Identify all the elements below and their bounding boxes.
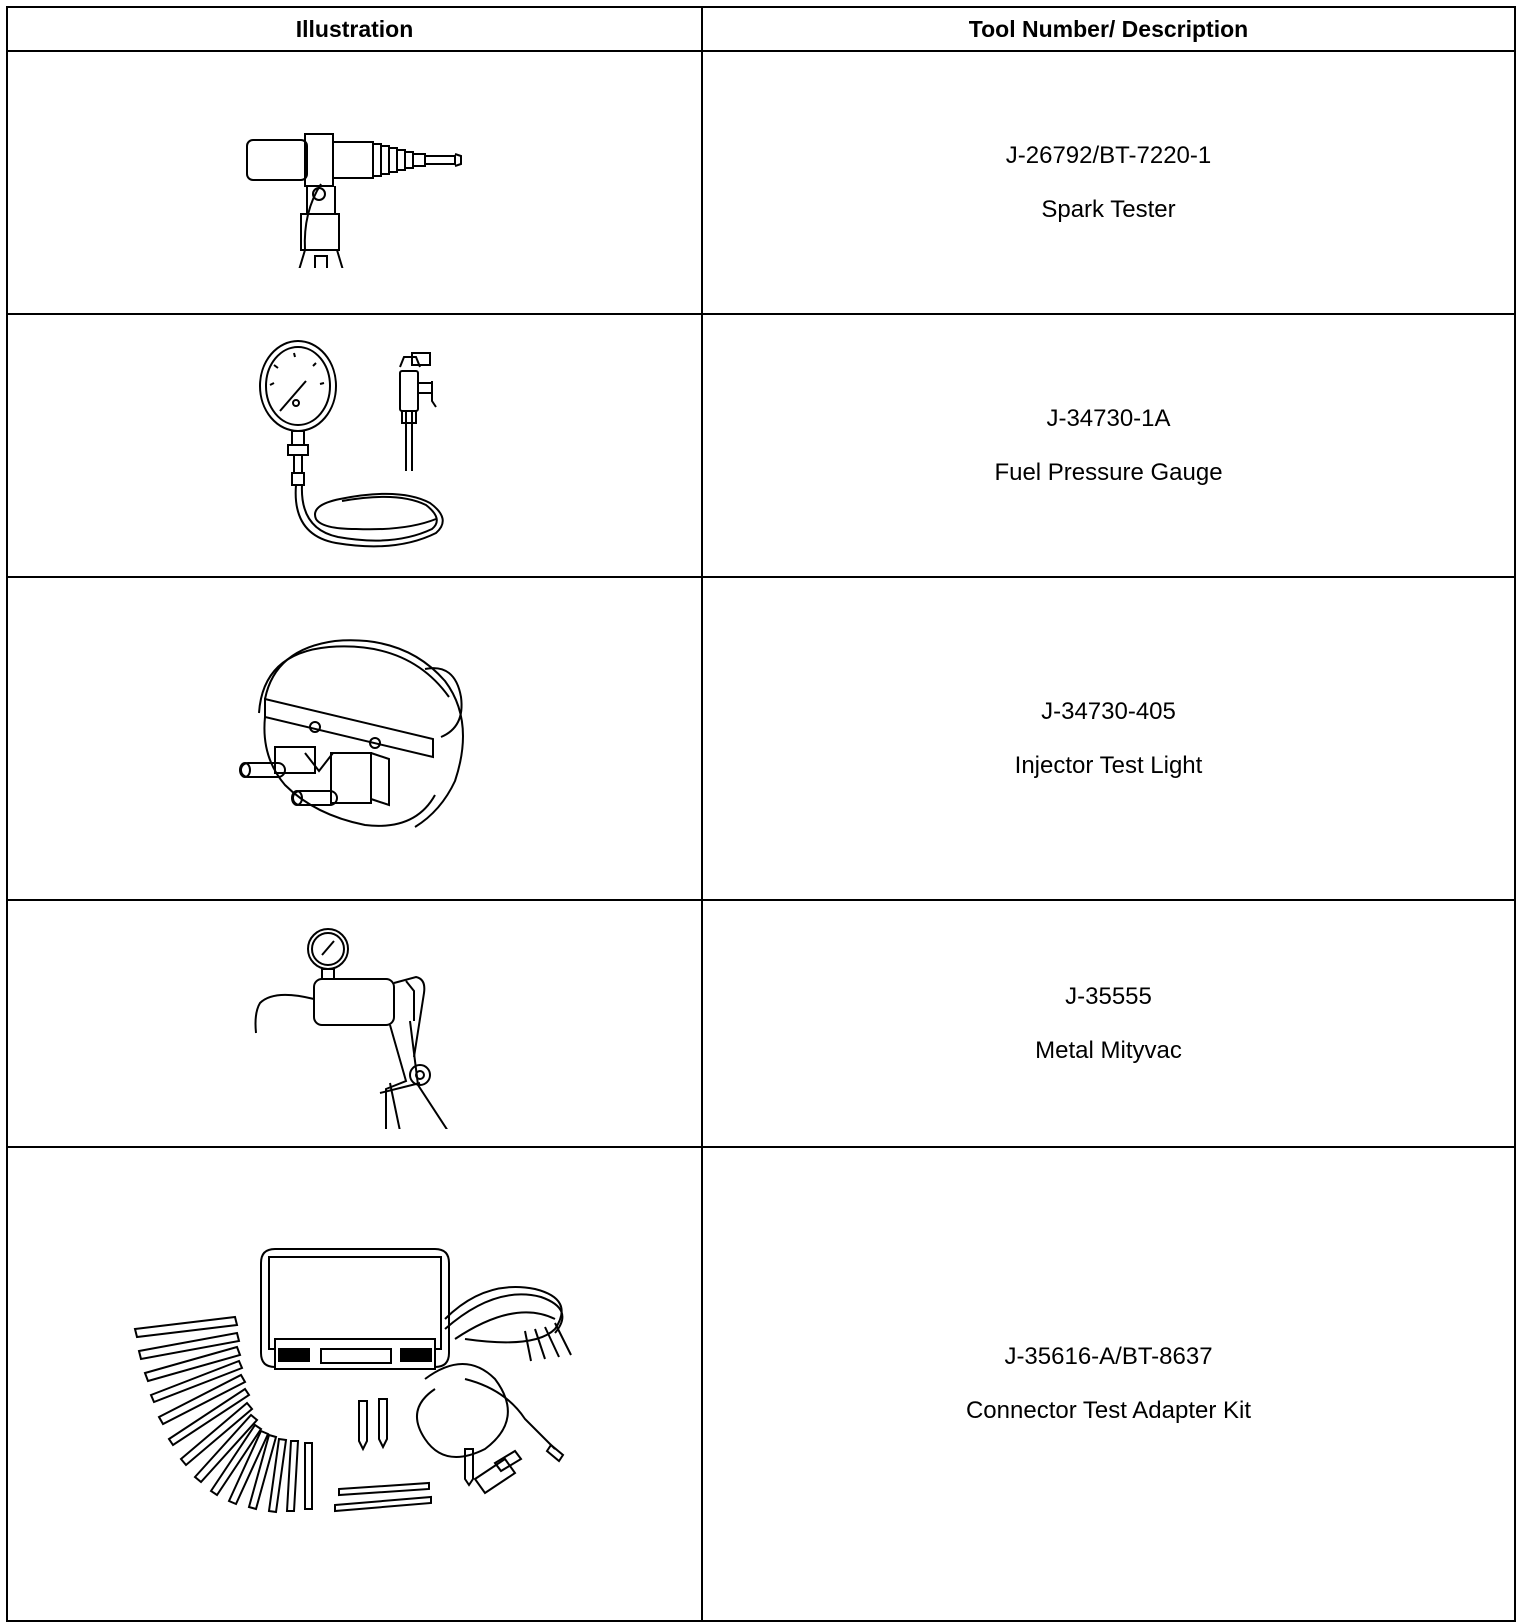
- tool-number: J-35616-A/BT-8637: [1004, 1343, 1213, 1370]
- tool-number: J-35555: [1065, 982, 1152, 1010]
- tool-number: J-26792/BT-7220-1: [1005, 141, 1212, 169]
- tool-number: J-34730-405: [1041, 697, 1176, 725]
- header-tool-description: Tool Number/ Description: [702, 7, 1515, 51]
- spark-tester-illustration: [235, 98, 475, 268]
- injector-test-light-illustration: [235, 629, 475, 849]
- table-row: [7, 900, 1515, 1147]
- tool-number: J-34730-1A: [1046, 404, 1171, 432]
- table-row: [7, 577, 1515, 900]
- special-tools-table: [6, 6, 1516, 1622]
- illustration-cell: [7, 314, 702, 577]
- tool-description-cell: [702, 314, 1515, 577]
- table-row: [7, 1147, 1515, 1621]
- tool-description-cell: [702, 577, 1515, 900]
- tool-description: Connector Test Adapter Kit: [965, 1397, 1252, 1424]
- tool-description-cell: [702, 900, 1515, 1147]
- tool-description: Fuel Pressure Gauge: [994, 458, 1223, 486]
- illustration-cell: [7, 577, 702, 900]
- tool-description-cell: [702, 1147, 1515, 1621]
- tool-description: Injector Test Light: [1014, 751, 1203, 779]
- illustration-cell: [7, 51, 702, 314]
- table-row: [7, 314, 1515, 577]
- fuel-pressure-gauge-illustration: [240, 331, 470, 561]
- mityvac-illustration: [250, 919, 460, 1129]
- tool-description: Metal Mityvac: [1035, 1036, 1182, 1064]
- table-row: [7, 51, 1515, 314]
- illustration-cell: [7, 1147, 702, 1621]
- tool-description-cell: [702, 51, 1515, 314]
- connector-test-adapter-kit-illustration: [125, 1239, 585, 1529]
- tool-description: Spark Tester: [1041, 195, 1176, 223]
- header-row: [7, 7, 1515, 51]
- illustration-cell: [7, 900, 702, 1147]
- header-illustration: Illustration: [7, 7, 702, 51]
